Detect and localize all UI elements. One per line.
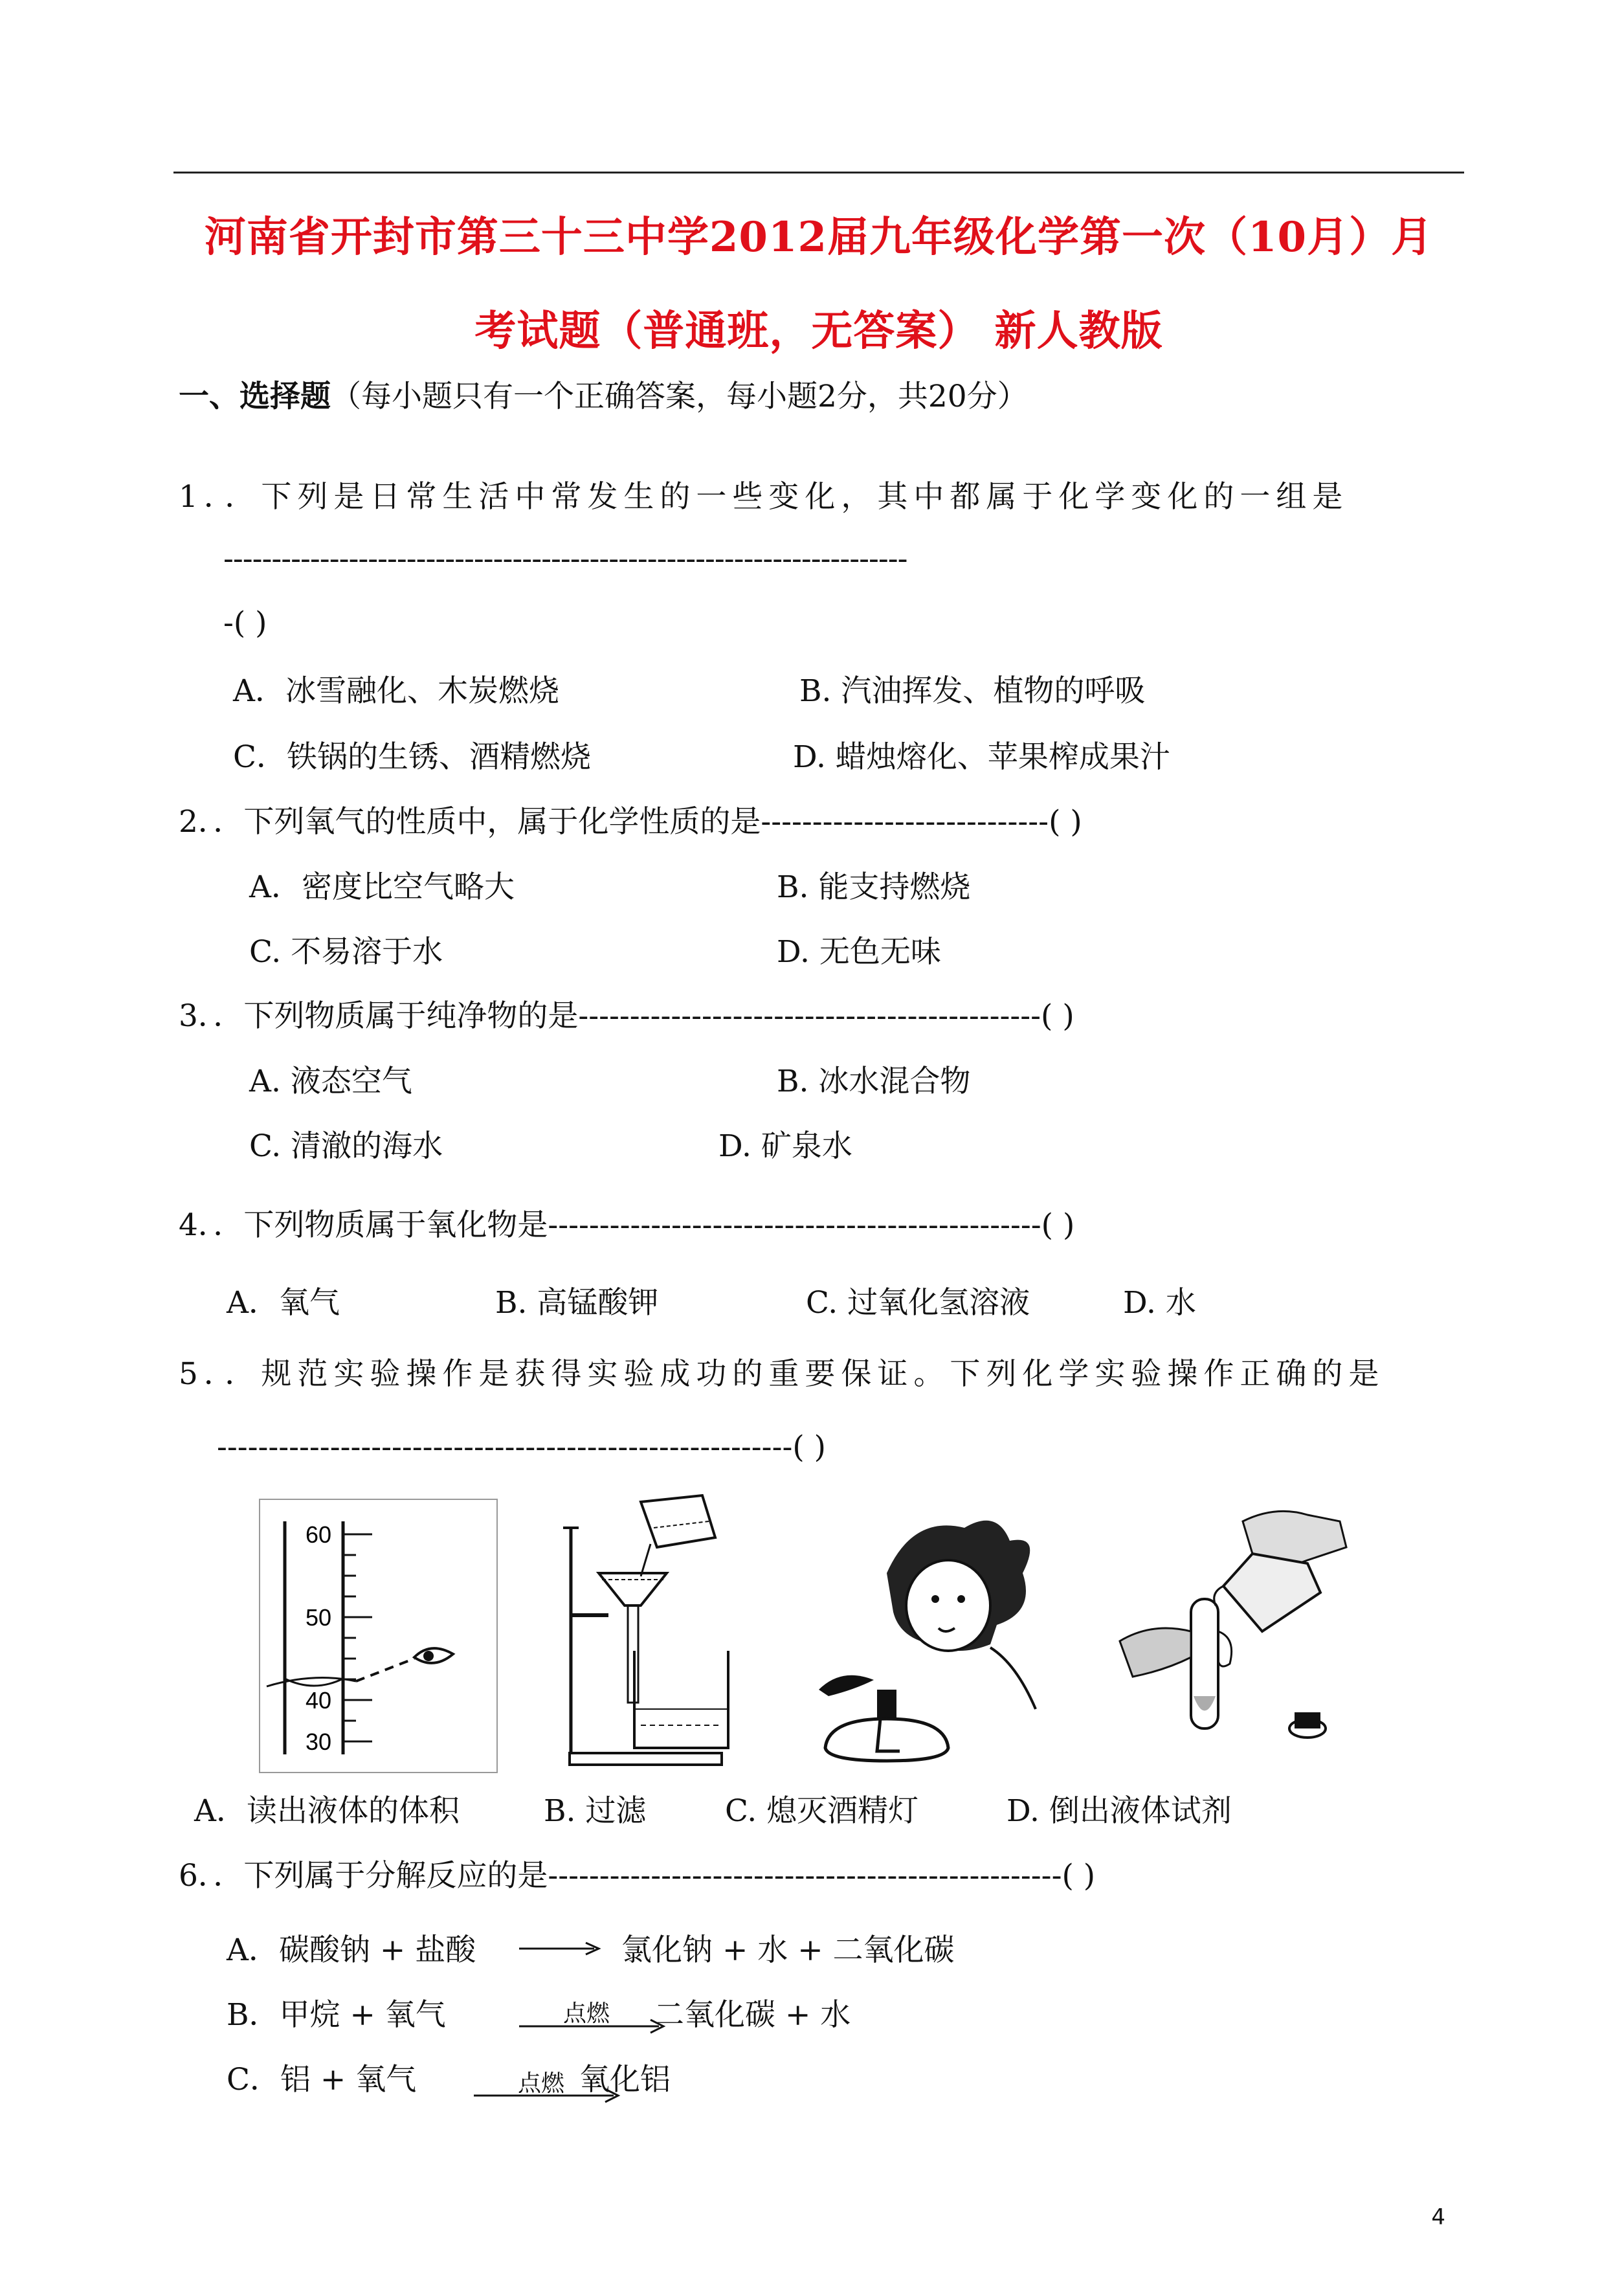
q4-option-a: A．氧气 <box>227 1285 340 1321</box>
cylinder-tick-60: 60 <box>306 1521 332 1548</box>
reaction-arrow-icon <box>518 2017 667 2036</box>
q6-option-c-reactants: C．铝 + 氧气 <box>227 2062 417 2097</box>
q1-option-c: C．铁锅的生锈、酒精燃烧 <box>233 739 591 775</box>
q1-stem: 1．．下列是日常生活中常发生的一些变化，其中都属于化学变化的一组是 <box>179 479 1349 515</box>
q5-option-c: C. 熄灭酒精灯 <box>725 1793 919 1829</box>
figure-filtration <box>544 1489 757 1774</box>
q6-option-b-products: 二氧化碳 + 水 <box>654 1997 851 2033</box>
q3-option-c: C. 清澈的海水 <box>249 1128 443 1164</box>
eye-icon <box>414 1648 453 1663</box>
q3-option-d: D. 矿泉水 <box>718 1128 852 1164</box>
reaction-arrow-icon <box>518 1939 602 1958</box>
q5-tail: --------------------------------------------------------( ) <box>217 1429 826 1465</box>
q2-option-b: B. 能支持燃烧 <box>777 869 971 905</box>
q3-stem: 3．．下列物质属于纯净物的是---------------------------------------------( ) <box>179 998 1074 1034</box>
section-note: （每小题只有一个正确答案，每小题2分，共20分） <box>331 379 1028 414</box>
q6-option-b-reactants: B．甲烷 + 氧气 <box>227 1997 446 2033</box>
cylinder-tick-40: 40 <box>306 1687 332 1714</box>
q6-option-a-reactants: A．碳酸钠 + 盐酸 <box>227 1932 476 1968</box>
q3-option-b: B. 冰水混合物 <box>777 1064 971 1099</box>
q2-stem: 2．．下列氧气的性质中，属于化学性质的是----------------------------( ) <box>179 804 1082 840</box>
q2-option-a: A．密度比空气略大 <box>249 869 515 905</box>
figure-pour-liquid <box>1113 1502 1359 1754</box>
page-number: 4 <box>1431 2204 1445 2230</box>
figure-blow-out-lamp <box>803 1495 1049 1774</box>
cylinder-tick-50: 50 <box>306 1604 332 1631</box>
cylinder-tick-30: 30 <box>306 1728 332 1755</box>
q6-option-a-products: 氯化钠 + 水 + 二氧化碳 <box>621 1932 955 1968</box>
exam-title-line2: 考试题（普通班，无答案） 新人教版 <box>474 307 1163 355</box>
q5-option-a: A．读出液体的体积 <box>194 1793 460 1829</box>
q6-option-c-products: 氧化铝 <box>579 2062 671 2097</box>
q5-option-d: D. 倒出液体试剂 <box>1007 1793 1232 1829</box>
figure-graduated-cylinder <box>259 1499 498 1774</box>
q5-option-b: B. 过滤 <box>544 1793 647 1829</box>
q1-dashes: ----------------------------------------------------------------------- <box>223 541 907 577</box>
section-heading-text: 一、选择题 <box>179 379 331 414</box>
q2-option-d: D. 无色无味 <box>777 934 941 970</box>
q6-option-b-condition: 点燃 <box>563 2000 610 2027</box>
q2-option-c: C. 不易溶于水 <box>249 934 443 970</box>
q4-option-b: B. 高锰酸钾 <box>495 1285 659 1321</box>
q1-option-b: B. 汽油挥发、植物的呼吸 <box>799 673 1146 709</box>
q5-stem: 5．．规范实验操作是获得实验成功的重要保证。下列化学实验操作正确的是 <box>179 1356 1385 1392</box>
q4-stem: 4．．下列物质属于氧化物是------------------------------------------------( ) <box>179 1207 1075 1243</box>
q3-option-a: A. 液态空气 <box>249 1064 412 1099</box>
q1-option-a: A．冰雪融化、木炭燃烧 <box>233 673 559 709</box>
q4-option-d: D. 水 <box>1123 1285 1196 1321</box>
exam-title-line1: 河南省开封市第三十三中学2012届九年级化学第一次（10月）月 <box>204 213 1434 262</box>
q4-option-c: C. 过氧化氢溶液 <box>806 1285 1030 1321</box>
q1-option-d: D. 蜡烛熔化、苹果榨成果汁 <box>793 739 1170 775</box>
header-rule <box>173 172 1464 173</box>
q6-stem: 6．．下列属于分解反应的是--------------------------------------------------( ) <box>179 1858 1096 1894</box>
q6-option-c-condition: 点燃 <box>518 2070 565 2097</box>
section-heading <box>179 379 1028 415</box>
q1-tail: -( ) <box>223 605 267 641</box>
